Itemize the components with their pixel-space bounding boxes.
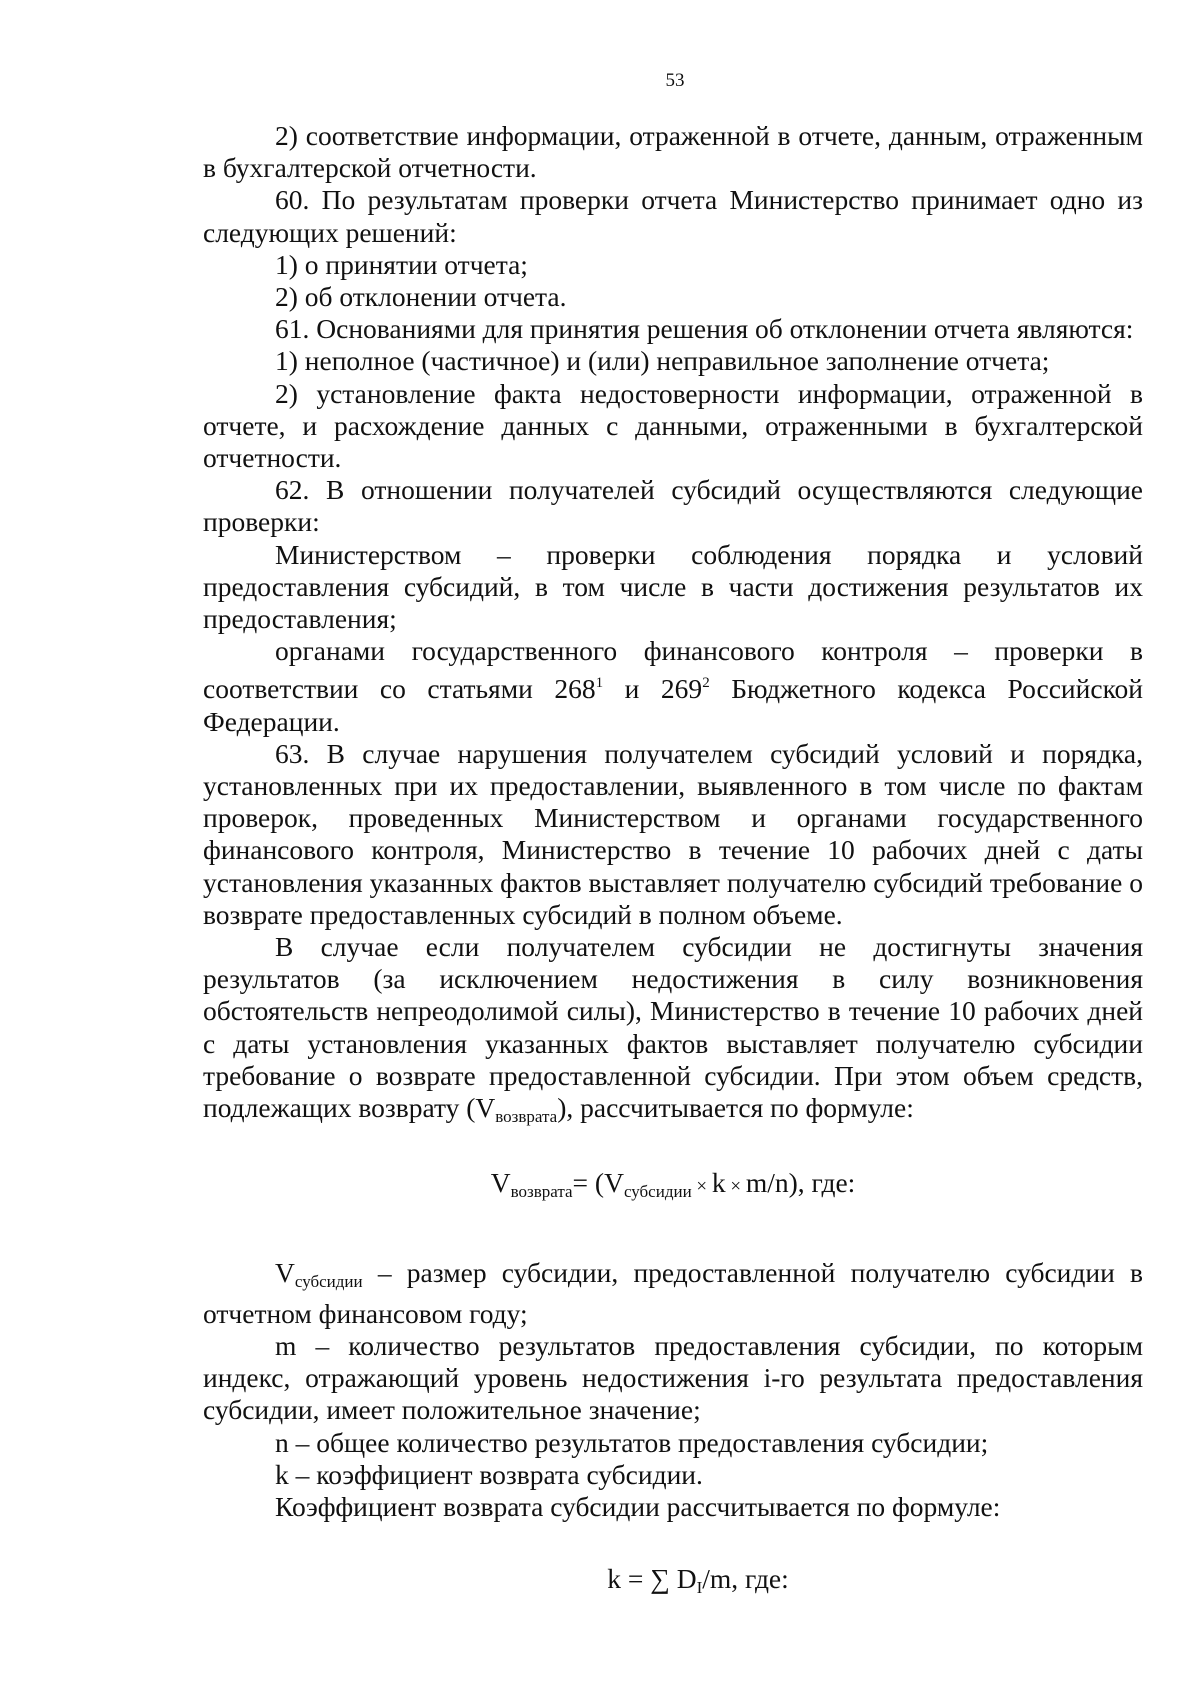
subscript: субсидии (623, 1182, 692, 1202)
subscript: I (696, 1578, 703, 1598)
text-fragment: Бюджетного кодекса Российской Федерации. (203, 673, 1143, 737)
paragraph: 62. В отношении получателей субсидий осуществляются следующие проверки: (203, 474, 1143, 538)
superscript: 1 (595, 675, 604, 692)
paragraph (203, 1257, 1143, 1330)
page-number: 53 (665, 70, 685, 91)
paragraph: 61. Основаниями для принятия решения об отклонении отчета являются: (275, 313, 1134, 345)
text-fragment: органами государственного финансового контроля – проверки в соответствии со статьями 268 (203, 635, 1143, 705)
formula-text: = (V (572, 1167, 624, 1199)
document-body (203, 120, 1143, 1604)
paragraph: 60. По результатам проверки отчета Министерство принимает одно из следующих решений: (203, 184, 1143, 248)
paragraph: Министерством – проверки соблюдения порядка и условий предоставления субсидий, в том числе в части достижения результатов их предоставления; (203, 538, 1143, 635)
paragraph: n – общее количество результатов предоставления субсидии; (275, 1426, 989, 1458)
paragraph: Коэффициент возврата субсидии рассчитывается по формуле: (275, 1490, 1001, 1522)
paragraph: k – коэффициент возврата субсидии. (275, 1458, 703, 1490)
paragraph: 1) о принятии отчета; (275, 248, 528, 280)
formula-symbol: k (711, 1167, 726, 1199)
subscript: субсидии (294, 1271, 363, 1291)
multiply-sign: × (691, 1176, 712, 1198)
paragraph: 2) соответствие информации, отраженной в отчете, данным, отраженным в бухгалтерской отчетности. (203, 120, 1143, 184)
formula-symbol: V (275, 1256, 295, 1288)
paragraph (203, 635, 1143, 738)
formula-text: k = ∑ D (607, 1563, 697, 1595)
formula-symbol: V (490, 1167, 511, 1199)
formula-text: m/n), где: (745, 1167, 856, 1199)
paragraph: 2) установление факта недостоверности информации, отраженной в отчете, и расхождение данных с данными, отраженными в бухгалтерской отчетности. (203, 377, 1143, 474)
formula-k (203, 1563, 1143, 1604)
paragraph (203, 931, 1143, 1133)
text-fragment: ), рассчитывается по формуле: (557, 1092, 914, 1124)
paragraph: 1) неполное (частичное) и (или) неправильное заполнение отчета; (275, 345, 1050, 377)
text-fragment: и 269 (603, 673, 703, 705)
paragraph: 2) об отклонении отчета. (275, 281, 567, 313)
formula-v-return (203, 1167, 1143, 1208)
paragraph: 63. В случае нарушения получателем субсидий условий и порядка, установленных при их предоставлении, выявленного в том числе по фактам проверок, проведенных Министерством и органами государственного финансового контроля, Министерство в течение 10 рабочих дней с даты установления указанных фактов выставляет получателю субсидий требование о возврате предоставленных субсидий в полном объеме. (203, 737, 1143, 930)
multiply-sign: × (725, 1176, 746, 1198)
superscript: 2 (702, 675, 710, 692)
text-fragment: – размер субсидии, предоставленной получателю субсидии в отчетном финансовом году; (203, 1256, 1143, 1329)
subscript: возврата (510, 1182, 573, 1202)
formula-text: /m, где: (702, 1563, 789, 1595)
subscript: возврата (495, 1107, 558, 1127)
paragraph: m – количество результатов предоставления субсидии, по которым индекс, отражающий уровень недостижения i-го результата предоставления субсидии, имеет положительное значение; (203, 1329, 1143, 1426)
text-fragment: В случае если получателем субсидии не достигнуты значения результатов (за исключением недостижения в силу возникновения обстоятельств непреодолимой силы), Министерство в течение 10 рабочих дней с даты установления указанных фактов выставляет получателю субсидии требование о возврате предоставленной субсидии. При этом объем средств, подлежащих возврату (V (203, 931, 1143, 1124)
